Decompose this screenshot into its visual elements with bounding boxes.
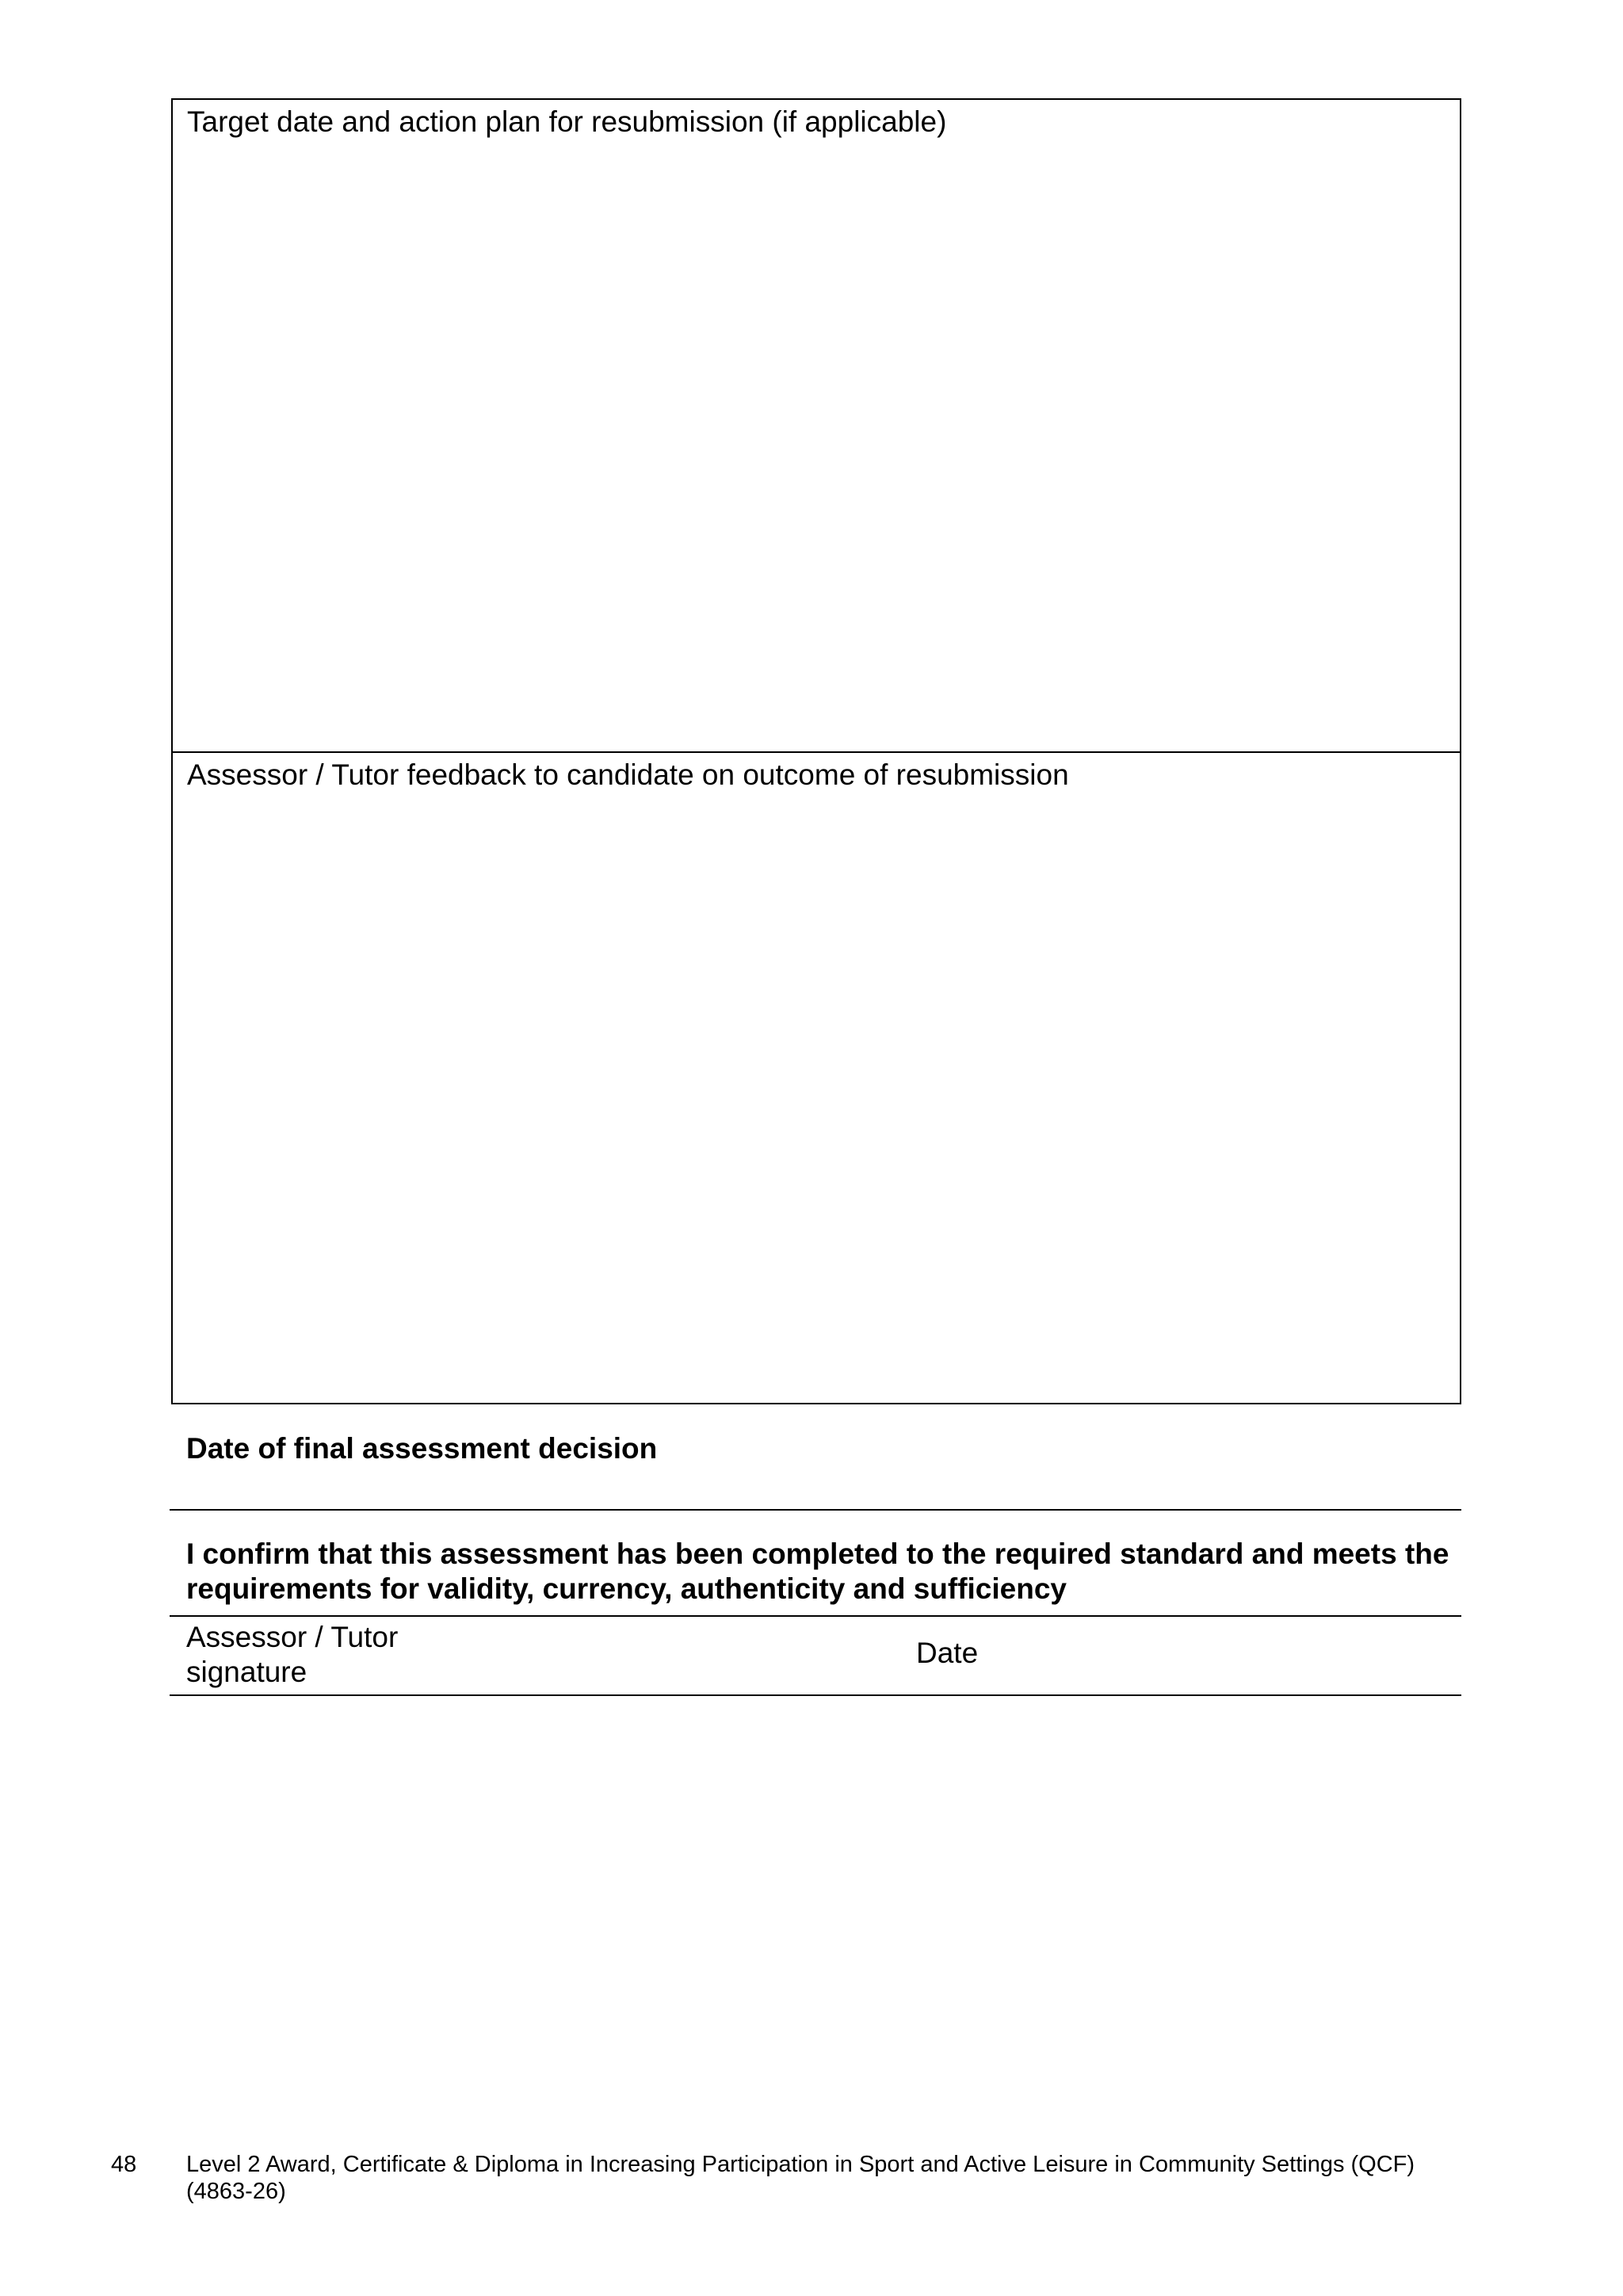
resubmission-feedback-box[interactable] xyxy=(171,751,1461,1404)
page-number: 48 xyxy=(111,2152,137,2177)
resubmission-plan-box[interactable] xyxy=(171,98,1461,753)
resubmission-plan-label: Target date and action plan for resubmission (if applicable) xyxy=(187,105,947,138)
signature-line xyxy=(170,1694,1461,1696)
final-decision-date-line xyxy=(170,1509,1461,1511)
signature-date-label: Date xyxy=(916,1637,979,1669)
assessor-signature-label: Assessor / Tutor signature xyxy=(186,1621,399,1688)
footer-title: Level 2 Award, Certificate & Diploma in Increasing Participation in Sport and Active Leisure in Community Settings (QCF) (4863-26) xyxy=(186,2152,1415,2204)
resubmission-feedback-label: Assessor / Tutor feedback to candidate on outcome of resubmission xyxy=(187,758,1069,791)
confirmation-divider xyxy=(170,1615,1461,1617)
confirmation-statement: I confirm that this assessment has been completed to the required standard and meets the requirements for validity, currency, authenticity and sufficiency xyxy=(186,1538,1449,1605)
final-decision-date-label: Date of final assessment decision xyxy=(186,1432,658,1465)
